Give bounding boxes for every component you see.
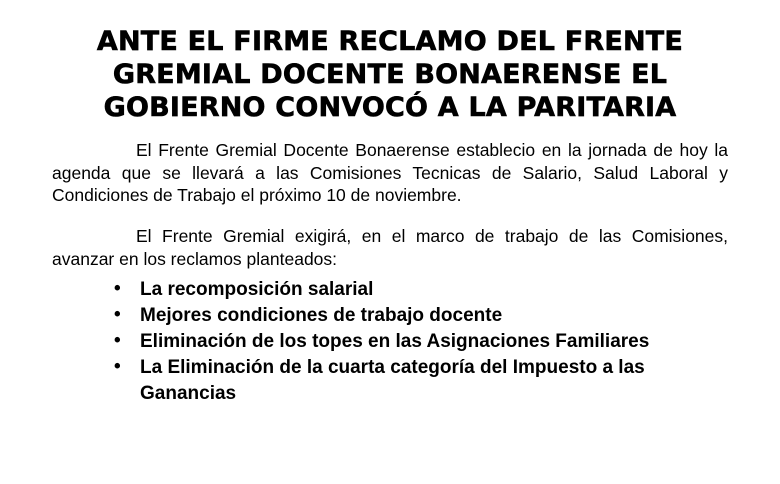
list-item: • Eliminación de los topes en las Asignaciones Familiares (114, 329, 728, 354)
paragraph-agenda: El Frente Gremial Docente Bonaerense establecio en la jornada de hoy la agenda que se llevará a las Comisiones Tecnicas de Salario, Salud Laboral y Condiciones de Trabajo el próximo 10 de noviembre. (52, 139, 728, 206)
page-title (52, 26, 728, 125)
list-item: • Mejores condiciones de trabajo docente (114, 303, 728, 328)
claims-list (52, 277, 728, 406)
title-line-3: GOBIERNO CONVOCÓ A LA PARITARIA (103, 91, 677, 123)
paragraph-intro-claims: El Frente Gremial exigirá, en el marco de trabajo de las Comisiones, avanzar en los reclamos planteados: (52, 226, 728, 269)
title-line-1: ANTE EL FIRME RECLAMO DEL FRENTE (96, 26, 684, 57)
list-item: • La recomposición salarial (114, 277, 728, 302)
list-item: • La Eliminación de la cuarta categoría del Impuesto a las Ganancias (114, 355, 728, 406)
title-line-2: GREMIAL DOCENTE BONAERENSE EL (112, 58, 668, 90)
